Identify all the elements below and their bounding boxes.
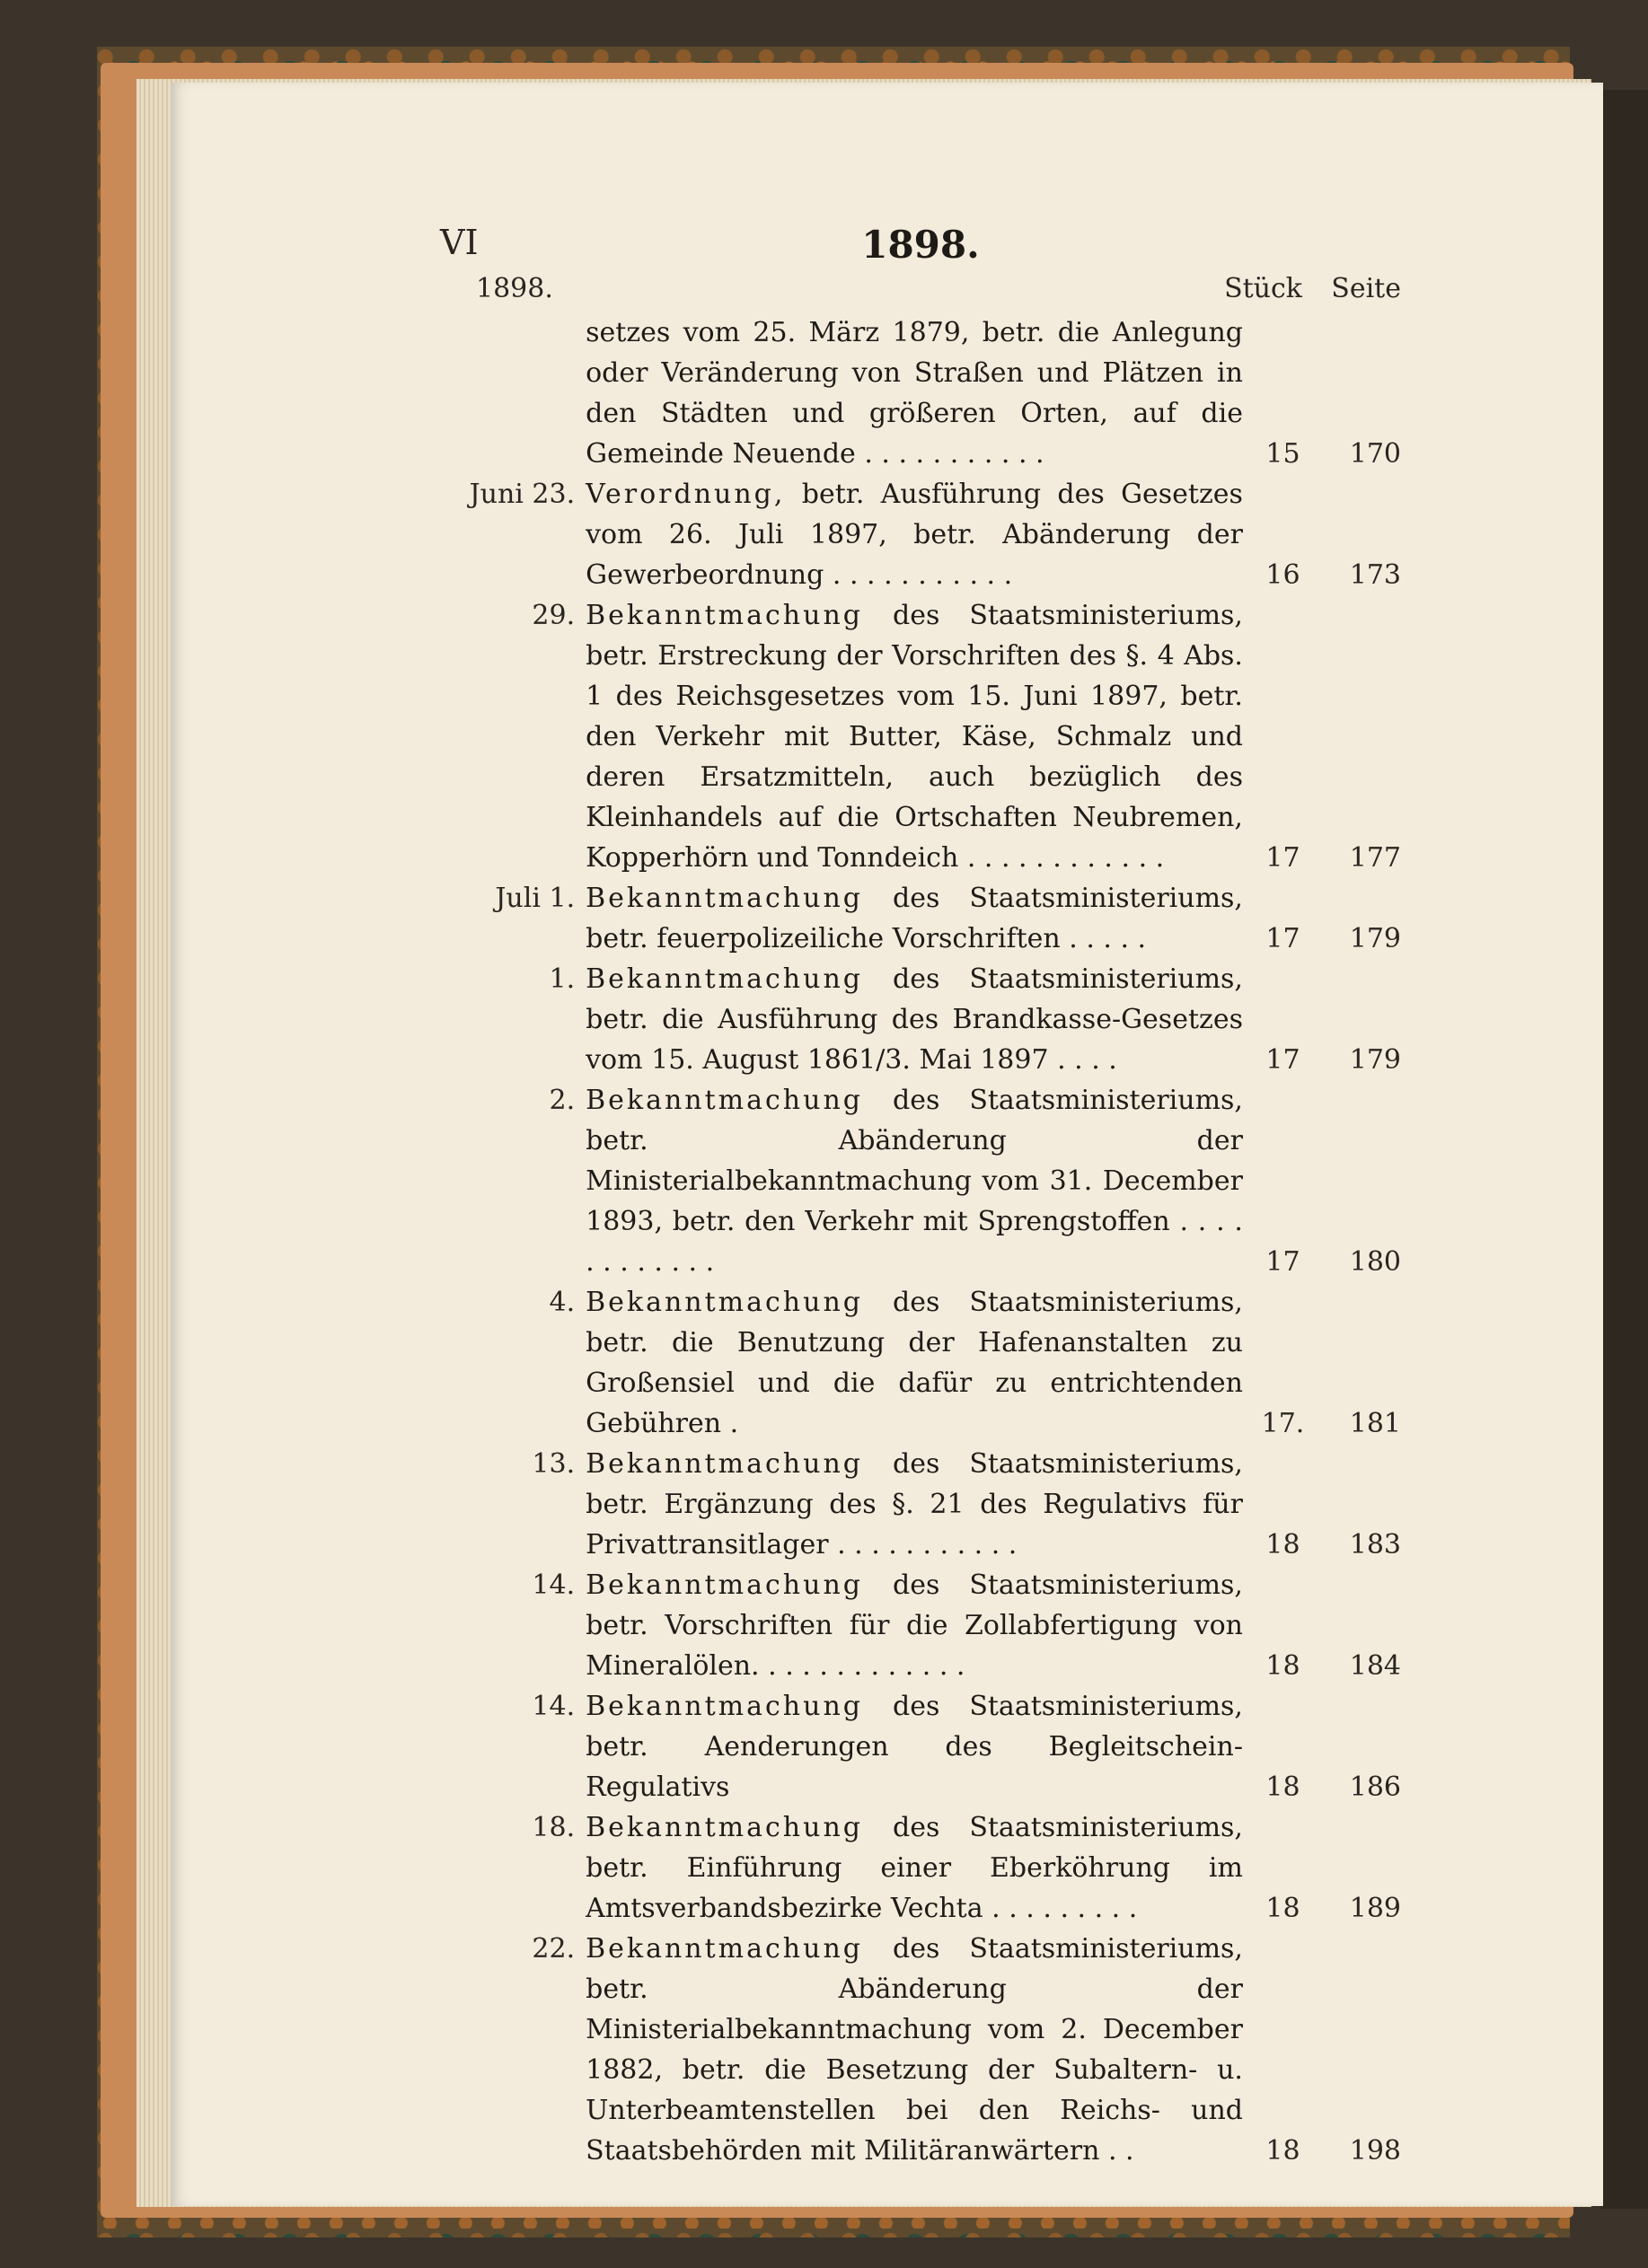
entry-lead: Bekanntmachung (586, 883, 863, 914)
entry-body: des Staatsministeriums, betr. Aenderungen des Begleitschein-Regulativs (586, 1691, 1243, 1803)
entry-seite: 184 (1349, 1650, 1402, 1682)
entry-date: 13. (532, 1448, 576, 1480)
entry-body: des Staatsministeriums, betr. Erstreckung der Vorschriften des §. 4 Abs. 1 des Reichsgesetzes vom 15. Juni 1897, betr. den Verkehr mit Butter, Käse, Schmalz und deren Ersatzmitteln, auch bezüglich des Kleinhandels auf die Ortschaften Neubremen, Kopperhörn und Tonndeich . . . . . . . . . . . . (586, 600, 1243, 874)
page-number: VI (440, 223, 479, 262)
entry-stueck: 18 (1265, 2135, 1300, 2167)
entry-date: 18. (532, 1812, 576, 1843)
entry-seite: 179 (1349, 1044, 1402, 1076)
entry-stueck: 18 (1265, 1529, 1300, 1560)
entry-body: des Staatsministeriums, betr. Vorschriften für die Zollabfertigung von Mineralölen. . . . . . . . . . . . . (586, 1569, 1243, 1682)
entry-seite: 173 (1349, 559, 1402, 591)
entry-text (586, 1282, 1243, 1444)
entry-stueck: 18 (1265, 1650, 1300, 1682)
entry-seite: 181 (1349, 1408, 1402, 1439)
entry-date: 1. (549, 963, 576, 995)
entry-date: 22. (532, 1933, 576, 1965)
index-entry (422, 1565, 1401, 1686)
index-entry (422, 959, 1401, 1080)
entry-body: des Staatsministeriums, betr. Abänderung der Ministerialbekanntmachung vom 31. December 1893, betr. den Verkehr mit Sprengstoffen . . . . . . . . . . . . (586, 1085, 1243, 1278)
entry-text (586, 1929, 1243, 2171)
entry-lead: Bekanntmachung (586, 600, 863, 631)
entry-stueck: 16 (1265, 559, 1300, 591)
entry-text (586, 312, 1243, 474)
entry-lead: Bekanntmachung (586, 1812, 863, 1843)
entry-date: 4. (549, 1287, 576, 1318)
entry-seite: 170 (1349, 438, 1402, 470)
entry-text (586, 1444, 1243, 1565)
index-entry (422, 595, 1401, 878)
right-cover-edge (1600, 90, 1648, 2209)
entry-text (586, 959, 1243, 1080)
entry-lead: Bekanntmachung (586, 1085, 863, 1116)
page-header (440, 223, 1401, 267)
index-entry (422, 1686, 1401, 1807)
entry-text (586, 1807, 1243, 1929)
entry-body: des Staatsministeriums, betr. feuerpolizeiliche Vorschriften . . . . . (586, 883, 1243, 954)
entry-body: des Staatsministeriums, betr. Ergänzung des §. 21 des Regulativs für Privattransitlager . . . . . . . . . . . (586, 1448, 1243, 1560)
entry-stueck: 17 (1265, 842, 1300, 874)
page-title-year: 1898. (861, 223, 980, 267)
entry-body: des Staatsministeriums, betr. Abänderung der Ministerialbekanntmachung vom 2. December 1882, betr. die Besetzung der Subaltern- u. Unterbeamtenstellen bei den Reichs- und Staatsbehörden mit Militäranwärtern . . (586, 1933, 1243, 2167)
entry-text (586, 1686, 1243, 1807)
column-headings (476, 273, 1401, 309)
entry-body: des Staatsministeriums, betr. die Ausführung des Brandkasse-Gesetzes vom 15. August 1861/3. Mai 1897 . . . . (586, 963, 1243, 1076)
entry-seite: 198 (1349, 2135, 1402, 2167)
entry-stueck: 17 (1265, 923, 1300, 954)
entry-lead: Bekanntmachung (586, 1287, 863, 1318)
index-entry (422, 1444, 1401, 1565)
index-entries (422, 312, 1401, 2171)
entry-date: 14. (532, 1691, 576, 1722)
entry-stueck: 18 (1265, 1771, 1300, 1803)
stueck-column-label: Stück (1224, 273, 1302, 304)
entry-body: des Staatsministeriums, betr. Einführung einer Eberköhrung im Amtsverbandsbezirke Vechta . . . . . . . . . (586, 1812, 1243, 1924)
entry-seite: 180 (1349, 1246, 1402, 1278)
entry-date: Juni 23. (469, 479, 576, 510)
entry-lead: Bekanntmachung (586, 1691, 863, 1722)
entry-body: des Staatsministeriums, betr. die Benutzung der Hafenanstalten zu Großensiel und die dafür zu entrichtenden Gebühren . (586, 1287, 1243, 1439)
index-entry (422, 1807, 1401, 1929)
entry-body: betr. Ausführung des Gesetzes vom 26. Juli 1897, betr. Abänderung der Gewerbeordnung . . . . . . . . . . . (586, 479, 1243, 591)
entry-seite: 183 (1349, 1529, 1402, 1560)
entry-stueck: 18 (1265, 1893, 1300, 1924)
entry-body: setzes vom 25. März 1879, betr. die Anlegung oder Veränderung von Straßen und Plätzen in den Städten und größeren Orten, auf die Gemeinde Neuende . . . . . . . . . . . (586, 317, 1243, 470)
entry-text (586, 878, 1243, 959)
entry-date: 2. (549, 1085, 576, 1116)
entry-text (586, 1565, 1243, 1686)
index-entry (422, 474, 1401, 595)
year-column-label: 1898. (476, 273, 553, 304)
entry-date: Juli 1. (495, 883, 576, 914)
seite-column-label: Seite (1331, 273, 1401, 304)
entry-text (586, 474, 1243, 595)
entry-seite: 186 (1349, 1771, 1402, 1803)
index-entry (422, 878, 1401, 959)
entry-lead: Bekanntmachung (586, 963, 863, 995)
entry-stueck: 17. (1261, 1408, 1305, 1439)
entry-date: 14. (532, 1569, 576, 1601)
entry-lead: Verordnung, (586, 479, 786, 510)
entry-seite: 189 (1349, 1893, 1402, 1924)
entry-lead: Bekanntmachung (586, 1448, 863, 1480)
entry-seite: 179 (1349, 923, 1402, 954)
entry-date: 29. (532, 600, 576, 631)
entry-stueck: 17 (1265, 1044, 1300, 1076)
entry-lead: Bekanntmachung (586, 1569, 863, 1601)
entry-stueck: 15 (1265, 438, 1300, 470)
index-entry (422, 1080, 1401, 1282)
entry-seite: 177 (1349, 842, 1402, 874)
index-entry (422, 1929, 1401, 2171)
index-entry (422, 1282, 1401, 1444)
entry-stueck: 17 (1265, 1246, 1300, 1278)
entry-lead: Bekanntmachung (586, 1933, 863, 1965)
index-entry (422, 312, 1401, 474)
entry-text (586, 1080, 1243, 1282)
entry-text (586, 595, 1243, 878)
